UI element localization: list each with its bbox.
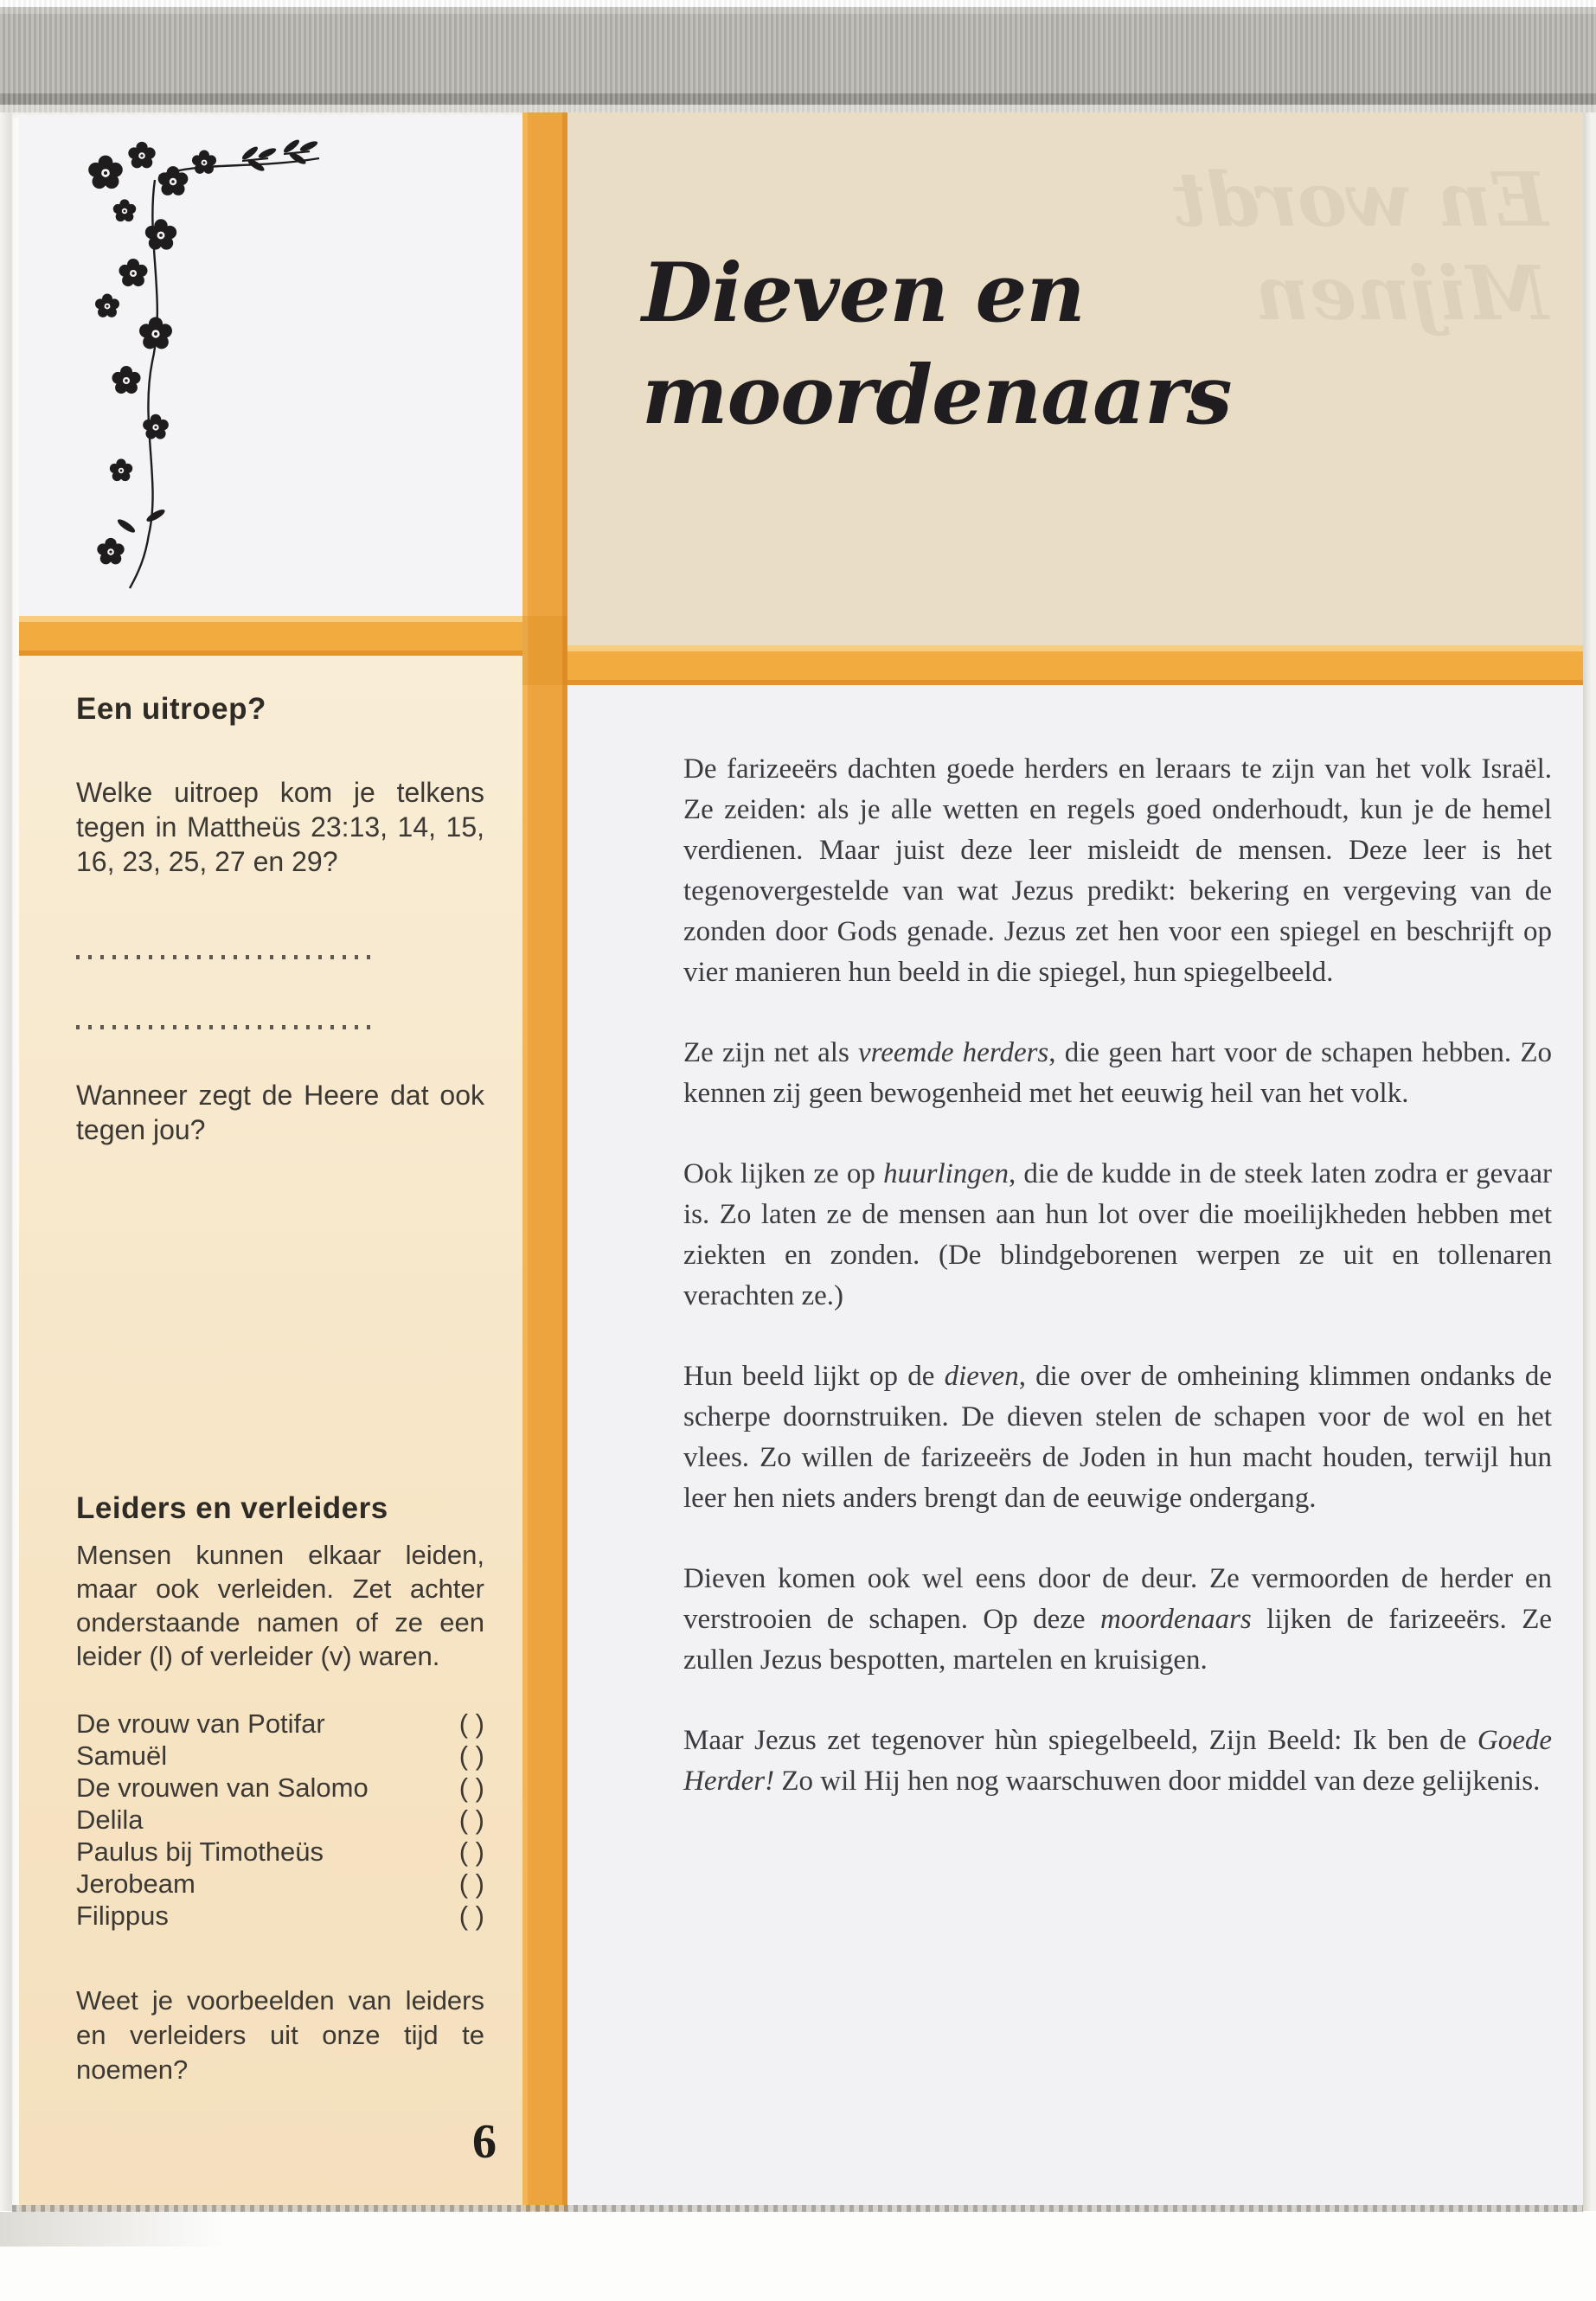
uitroep-followup-question: Wanneer zegt de Heere dat ook tegen jou? (76, 1080, 484, 1145)
body-paragraph: Ook lijken ze op huurlingen, die de kudde in de steek laten zodra er gevaar is. Zo laten ze de mensen aan hun lot over die moeilijkheden hebben met ziekten en zonden. (De blindgeborenen werpen ze uit en tollenaren verachten ze.) (683, 1158, 1553, 1311)
body-paragraph: Maar Jezus zet tegenover hùn spiegelbeeld, Zijn Beeld: Ik ben de Goede Herder! Zo wil Hij hen nog waarschuwen door middel van deze gelijkenis. (683, 1725, 1552, 1797)
checklist-name: Samuël (76, 1740, 168, 1771)
orange-band-horizontal-right (567, 645, 1583, 685)
scanner-background (0, 2212, 1596, 2301)
page-bottom-edge (12, 2205, 1583, 2212)
page-title: Dieven en moordenaars (642, 246, 1232, 443)
body-paragraph: Hun beeld lijkt op de dieven, die over de omheining klimmen ondanks de scherpe doornstruiken. De dieven stelen de schapen voor de wol en het vlees. Zo willen de farizeeërs de Joden in hun macht houden, terwijl hun leer hen niets anders brengt dan de eeuwige ondergang. (683, 1361, 1552, 1514)
leiders-outro-question: Weet je voorbeelden van leiders en verleiders uit onze tijd te noemen? (76, 1985, 484, 2085)
ornament-panel (19, 116, 522, 616)
answer-dotted-line (76, 1025, 379, 1029)
checklist-row (76, 1708, 484, 1740)
body-paragraph: De farizeeërs dachten goede herders en leraars te zijn van het volk Israël. Ze zeiden: als je alle wetten en regels goed onderhoudt, kun je de hemel verdienen. Maar juist deze leer misleidt de mensen. Deze leer is het tegenovergestelde van wat Jezus predikt: bekering en vergeving van de zonden door Gods genade. Jezus zet hen voor een spiegel en beschrijft op vier manieren hun beeld in die spiegel, hun spiegelbeeld. (683, 753, 1552, 988)
checklist-answer-blank: ( ) (458, 1708, 484, 1739)
checklist-name: Paulus bij Timotheüs (76, 1836, 324, 1867)
checklist-row (76, 1740, 484, 1772)
book-cloth-top-edge (0, 0, 1596, 112)
checklist-row (76, 1900, 484, 1932)
show-through-ghost-text: En wordt Mijnen (1172, 157, 1548, 337)
orange-band-intersection (522, 616, 567, 685)
checklist-name: Delila (76, 1804, 144, 1835)
body-paragraph: Ze zijn net als vreemde herders, die geen hart voor de schapen hebben. Zo kennen zij geen bewogenheid met het eeuwig heil van het volk. (683, 1037, 1552, 1109)
checklist-answer-blank: ( ) (458, 1740, 484, 1771)
checklist-name: De vrouw van Potifar (76, 1708, 325, 1739)
page (12, 112, 1583, 2211)
main-text-area (567, 685, 1583, 2211)
orange-band-horizontal-left (19, 616, 522, 656)
sidebar (19, 656, 522, 2211)
checklist-name: De vrouwen van Salomo (76, 1772, 369, 1803)
checklist-row (76, 1868, 484, 1900)
title-block (567, 112, 1583, 645)
body-text (683, 749, 1552, 1842)
leiders-intro: Mensen kunnen elkaar leiden, maar ook verleiden. Zet achter onderstaande namen of ze een leider (l) of verleider (v) waren. (76, 1540, 484, 1671)
orange-band-vertical (522, 112, 567, 2211)
floral-corner-ornament-icon (73, 128, 324, 595)
leader-checklist (76, 1708, 484, 1932)
uitroep-question: Welke uitroep kom je telkens tegen in Mattheüs 23:13, 14, 15, 16, 23, 25, 27 en 29? (76, 777, 484, 877)
checklist-row (76, 1804, 484, 1836)
checklist-row (76, 1836, 484, 1868)
checklist-answer-blank: ( ) (458, 1836, 484, 1867)
answer-dotted-line (76, 955, 379, 959)
body-paragraph: Dieven komen ook wel eens door de deur. Ze vermoorden de herder en verstrooien de schapen. Op deze moordenaars lijken de farizeeërs. Ze zullen Jezus bespotten, martelen en kruisigen. (683, 1563, 1552, 1676)
checklist-answer-blank: ( ) (458, 1868, 484, 1899)
checklist-row (76, 1772, 484, 1804)
checklist-answer-blank: ( ) (458, 1900, 484, 1931)
sidebar-heading-leiders: Leiders en verleiders (76, 1491, 388, 1525)
page-left-edge (0, 112, 12, 2211)
sidebar-heading-uitroep: Een uitroep? (76, 692, 266, 726)
sidebar-content (76, 692, 484, 2087)
checklist-name: Jerobeam (76, 1868, 195, 1899)
page-right-edge (1583, 112, 1596, 2211)
checklist-answer-blank: ( ) (458, 1804, 484, 1835)
page-number: 6 (472, 2115, 497, 2169)
checklist-answer-blank: ( ) (458, 1772, 484, 1803)
checklist-name: Filippus (76, 1900, 169, 1931)
